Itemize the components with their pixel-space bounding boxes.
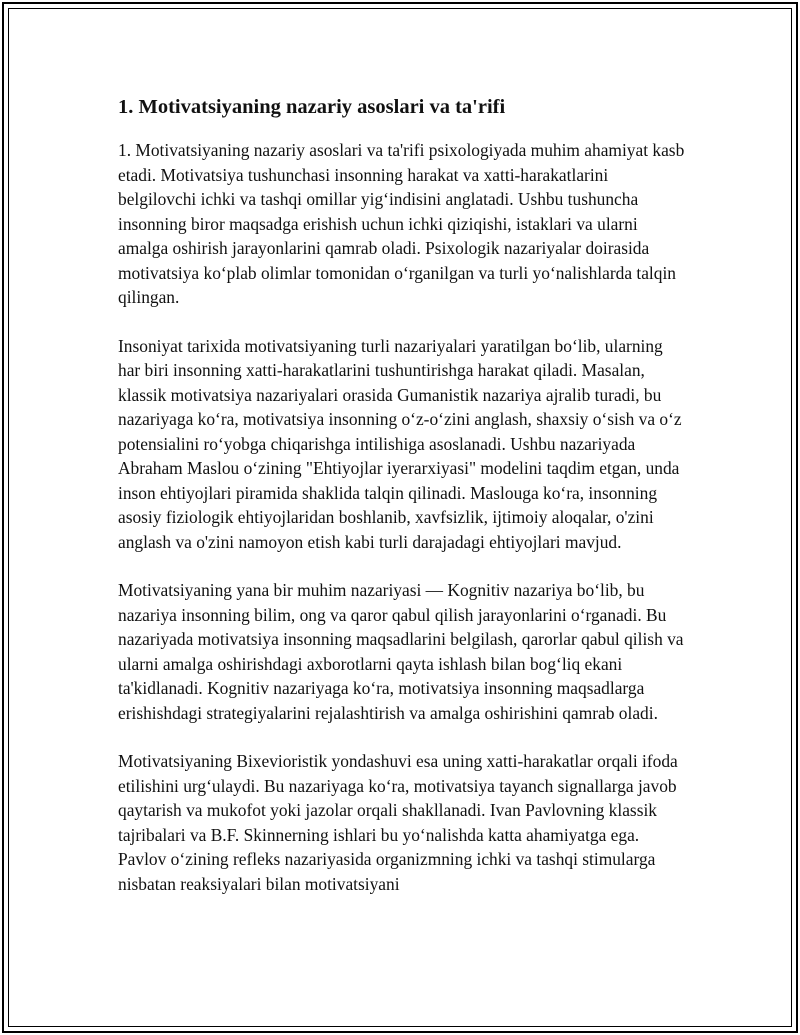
paragraph-2: Insoniyat tarixida motivatsiyaning turli nazariyalari yaratilgan bo‘lib, ularning har biri insonning xatti-harakatlarini tushuntirishga harakat qiladi. Masalan, klassik motivatsiya nazariyalari orasida Gumanistik nazariya ajralib turadi, bu nazariyaga ko‘ra, motivatsiya insonning o‘z-o‘zini anglash, shaxsiy o‘sish va o‘z potensialini ro‘yobga chiqarishga intilishiga asoslanadi. Ushbu nazariyada Abraham Maslou o‘zining "Ehtiyojlar iyerarxiyasi" modelini taqdim etgan, unda inson ehtiyojlari piramida shaklida talqin qilinadi. Maslouga ko‘ra, insonning asosiy fiziologik ehtiyojlaridan boshlanib, xavfsizlik, ijtimoiy aloqalar, o'zini anglash va o'zini namoyon etish kabi turli darajadagi ehtiyojlari mavjud. <box>118 335 682 552</box>
paragraph-4: Motivatsiyaning Bixevioristik yondashuvi esa uning xatti-harakatlar orqali ifoda etilishini urg‘ulaydi. Bu nazariyaga ko‘ra, motivatsiya tayanch signallarga javob qaytarish va mukofot yoki jazolar orqali shakllanadi. Ivan Pavlovning klassik tajribalari va B.F. Skinnerning ishlari bu yo‘nalishda katta ahamiyatga ega. Pavlov o‘zining refleks nazariyasida organizmning ichki va tashqi stimularga nisbatan reaksiyalari bilan motivatsiyani <box>118 751 678 894</box>
paragraph-1: 1. Motivatsiyaning nazariy asoslari va ta'rifi psixologiyada muhim ahamiyat kasb etadi. Motivatsiya tushunchasi insonning harakat va xatti-harakatlarini belgilovchi ichki va tashqi omillar yig‘indisini anglatadi. Ushbu tushuncha insonning biror maqsadga erishish uchun ichki qiziqishi, istaklari va ularni amalga oshirish jarayonlarini qamrab oladi. Psixologik nazariyalar doirasida motivatsiya ko‘plab olimlar tomonidan o‘rganilgan va turli yo‘nalishlarda talqin qilingan. <box>118 140 685 307</box>
paragraph-3: Motivatsiyaning yana bir muhim nazariyasi — Kognitiv nazariya bo‘lib, bu nazariya insonning bilim, ong va qaror qabul qilish jarayonlarini o‘rganadi. Bu nazariyada motivatsiya insonning maqsadlarini belgilash, qarorlar qabul qilish va ularni amalga oshirishdagi axborotlarni qayta ishlash bilan bog‘liq ekani ta'kidlanadi. Kognitiv nazariyaga ko‘ra, motivatsiya insonning maqsadlarga erishishdagi strategiyalarini rejalashtirish va amalga oshirishini qamrab oladi. <box>118 580 684 723</box>
section-heading: 1. Motivatsiyaning nazariy asoslari va ta'rifi <box>118 96 506 118</box>
document-body <box>118 92 688 920</box>
